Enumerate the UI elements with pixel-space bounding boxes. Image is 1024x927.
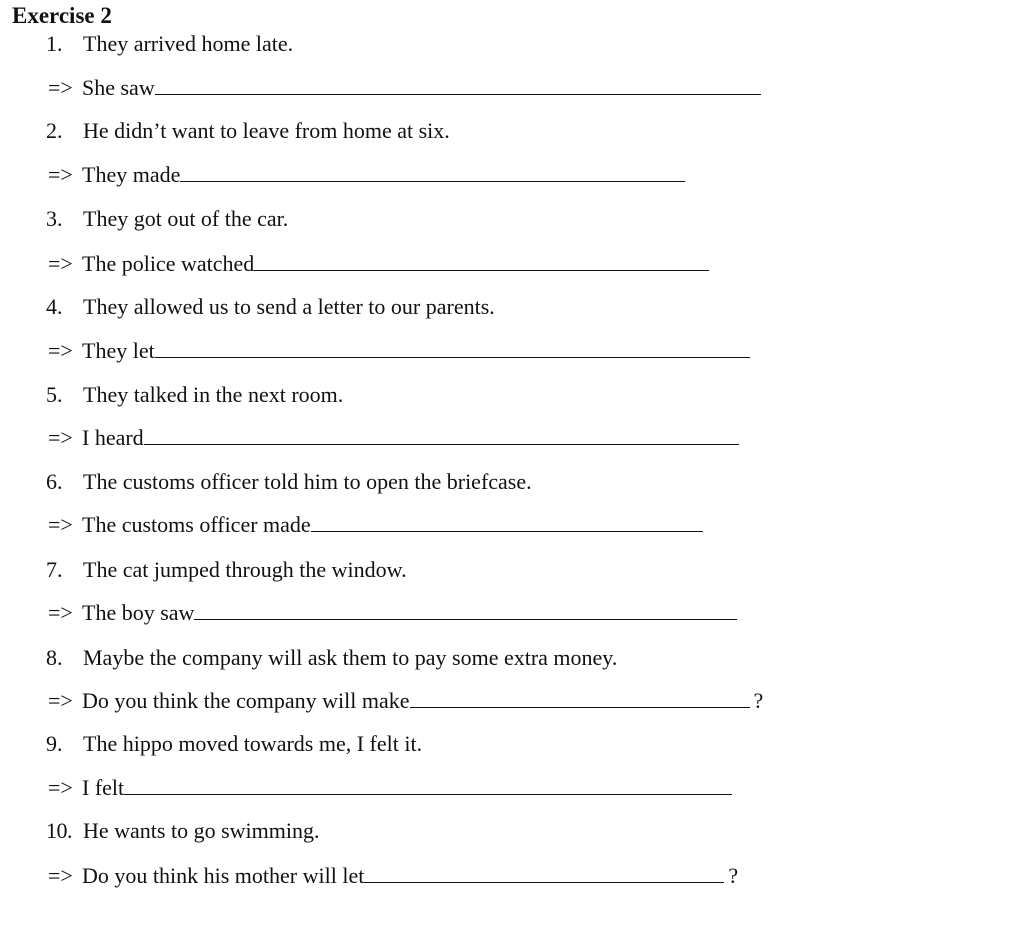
answer-prompt: The police watched: [82, 251, 255, 276]
arrow-icon: =>: [48, 688, 73, 713]
question-number: 4.: [46, 294, 63, 319]
answer-prompt: The customs officer made: [82, 512, 311, 537]
question-number: 6.: [46, 469, 63, 494]
answer-line-5: [48, 424, 739, 452]
answer-prompt: Do you think his mother will let: [82, 863, 365, 888]
answer-line-8: [48, 687, 763, 715]
answer-line-9: [48, 774, 732, 802]
answer-line-2: [48, 161, 685, 189]
answer-blank[interactable]: [180, 161, 685, 182]
question-number: 8.: [46, 645, 63, 670]
answer-blank[interactable]: [410, 687, 750, 708]
arrow-icon: =>: [48, 863, 73, 888]
question-6: [46, 468, 532, 496]
arrow-icon: =>: [48, 512, 73, 537]
answer-line-1: [48, 74, 761, 102]
answer-blank[interactable]: [254, 250, 709, 271]
question-sentence: They arrived home late.: [83, 31, 294, 56]
question-mark: ?: [753, 688, 764, 713]
question-1: [46, 30, 293, 58]
answer-blank[interactable]: [155, 337, 750, 358]
answer-line-10: [48, 862, 738, 890]
question-8: [46, 644, 617, 672]
arrow-icon: =>: [48, 775, 73, 800]
answer-blank[interactable]: [155, 74, 761, 95]
arrow-icon: =>: [48, 338, 73, 363]
answer-prompt: The boy saw: [82, 600, 195, 625]
question-3: [46, 205, 288, 233]
question-sentence: They talked in the next room.: [83, 382, 344, 407]
question-sentence: The cat jumped through the window.: [83, 557, 407, 582]
question-number: 9.: [46, 731, 63, 756]
question-sentence: They got out of the car.: [83, 206, 289, 231]
question-mark: ?: [728, 863, 739, 888]
question-10: [46, 817, 320, 845]
question-number: 10.: [46, 818, 72, 843]
arrow-icon: =>: [48, 162, 73, 187]
answer-line-6: [48, 511, 703, 539]
question-sentence: The hippo moved towards me, I felt it.: [83, 731, 423, 756]
arrow-icon: =>: [48, 75, 73, 100]
answer-blank[interactable]: [124, 774, 732, 795]
question-number: 3.: [46, 206, 63, 231]
question-sentence: The customs officer told him to open the briefcase.: [83, 469, 532, 494]
answer-line-7: [48, 599, 737, 627]
question-number: 2.: [46, 118, 63, 143]
question-7: [46, 556, 407, 584]
answer-prompt: They made: [82, 162, 181, 187]
question-sentence: He didn’t want to leave from home at six.: [83, 118, 450, 143]
answer-line-3: [48, 250, 709, 278]
answer-blank[interactable]: [364, 862, 724, 883]
question-9: [46, 730, 422, 758]
question-sentence: They allowed us to send a letter to our parents.: [83, 294, 495, 319]
arrow-icon: =>: [48, 600, 73, 625]
answer-blank[interactable]: [144, 424, 739, 445]
answer-blank[interactable]: [311, 511, 703, 532]
question-number: 7.: [46, 557, 63, 582]
answer-prompt: I felt: [82, 775, 125, 800]
answer-blank[interactable]: [194, 599, 737, 620]
arrow-icon: =>: [48, 251, 73, 276]
question-sentence: He wants to go swimming.: [83, 818, 320, 843]
question-2: [46, 117, 450, 145]
question-sentence: Maybe the company will ask them to pay some extra money.: [83, 645, 618, 670]
answer-prompt: I heard: [82, 425, 144, 450]
question-4: [46, 293, 495, 321]
answer-prompt: Do you think the company will make: [82, 688, 410, 713]
question-number: 5.: [46, 382, 63, 407]
arrow-icon: =>: [48, 425, 73, 450]
answer-prompt: She saw: [82, 75, 155, 100]
question-5: [46, 381, 343, 409]
answer-line-4: [48, 337, 750, 365]
answer-prompt: They let: [82, 338, 155, 363]
question-number: 1.: [46, 31, 63, 56]
exercise-title: Exercise 2: [12, 3, 112, 28]
